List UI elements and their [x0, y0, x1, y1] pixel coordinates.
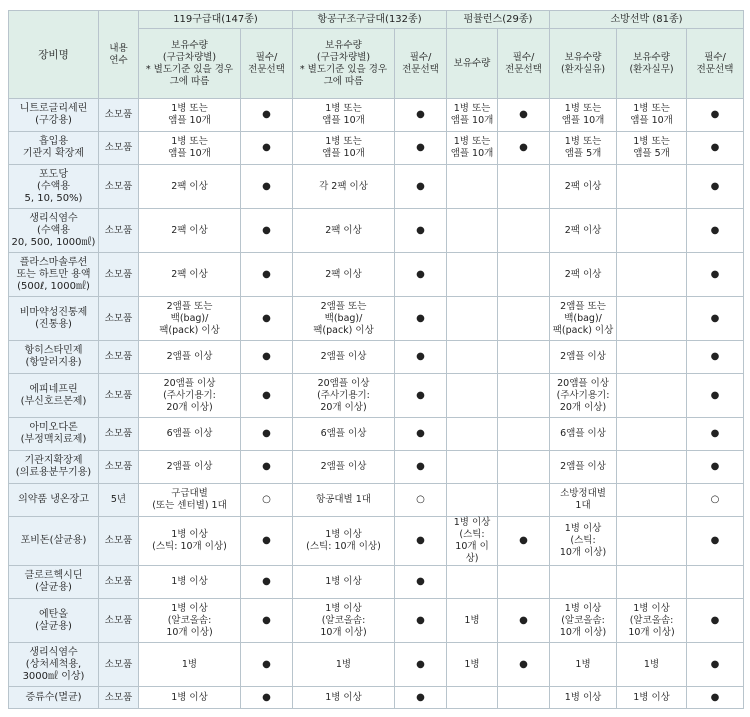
table-row [9, 566, 744, 599]
quantity-cell [617, 517, 687, 566]
quantity-cell: 2앰플 이상 [139, 451, 241, 484]
service-life: 소모품 [99, 132, 139, 165]
service-life: 소모품 [99, 418, 139, 451]
service-life: 소모품 [99, 374, 139, 418]
requirement-mark: ● [241, 165, 293, 209]
requirement-mark: ● [498, 599, 550, 643]
requirement-mark [498, 484, 550, 517]
requirement-mark: ● [241, 132, 293, 165]
requirement-mark: ● [241, 418, 293, 451]
quantity-cell [617, 484, 687, 517]
quantity-cell: 1병 [447, 599, 498, 643]
group-header-fireboat: 소방선박 (81종) [550, 11, 744, 29]
item-name: 플라스마솔루션 또는 하트만 용액 (500ℓ, 1000㎖) [9, 253, 99, 297]
requirement-mark: ● [241, 209, 293, 253]
quantity-cell: 2팩 이상 [293, 253, 395, 297]
quantity-cell [617, 209, 687, 253]
quantity-cell [617, 341, 687, 374]
group-header-pumbulance: 펌뷸런스(29종) [447, 11, 550, 29]
requirement-mark: ● [395, 297, 447, 341]
table-row [9, 132, 744, 165]
requirement-mark: ● [395, 566, 447, 599]
header-service-life: 내용 연수 [99, 11, 139, 99]
quantity-cell [447, 374, 498, 418]
quantity-cell: 2앰플 또는 백(bag)/ 팩(pack) 이상 [293, 297, 395, 341]
requirement-mark: ● [241, 687, 293, 709]
service-life: 소모품 [99, 341, 139, 374]
requirement-mark: ● [395, 165, 447, 209]
requirement-mark: ● [241, 517, 293, 566]
subheader-quantity: 보유수량 (구급차량별) * 별도기준 있을 경우 그에 따름 [139, 29, 241, 99]
requirement-mark: ● [241, 341, 293, 374]
requirement-mark: ● [241, 374, 293, 418]
quantity-cell [447, 253, 498, 297]
subheader-quantity-room: 보유수량 (환자실유) [550, 29, 617, 99]
quantity-cell: 6앰플 이상 [293, 418, 395, 451]
quantity-cell [447, 566, 498, 599]
subheader-required: 필수/ 전문선택 [395, 29, 447, 99]
quantity-cell: 2앰플 이상 [293, 451, 395, 484]
requirement-mark: ● [241, 451, 293, 484]
quantity-cell [617, 566, 687, 599]
requirement-mark: ● [687, 374, 744, 418]
quantity-cell: 2앰플 이상 [550, 451, 617, 484]
quantity-cell: 1병 또는 앰플 5개 [550, 132, 617, 165]
quantity-cell: 1병 또는 앰플 10개 [139, 99, 241, 132]
quantity-cell: 1병 이상 (알코올솜: 10개 이상) [139, 599, 241, 643]
quantity-cell: 2앰플 이상 [293, 341, 395, 374]
requirement-mark: ● [395, 517, 447, 566]
quantity-cell: 1병 이상 (스틱: 10개 이상) [293, 517, 395, 566]
table-row [9, 599, 744, 643]
table-row [9, 517, 744, 566]
quantity-cell: 2팩 이상 [550, 165, 617, 209]
service-life: 소모품 [99, 99, 139, 132]
item-name: 생리식염수 (상처세척용, 3000㎖ 이상) [9, 643, 99, 687]
quantity-cell: 1병 [447, 643, 498, 687]
quantity-cell: 1병 [550, 643, 617, 687]
requirement-mark: ● [395, 687, 447, 709]
requirement-mark [498, 374, 550, 418]
service-life: 소모품 [99, 643, 139, 687]
item-name: 니트로글리세린 (구강용) [9, 99, 99, 132]
quantity-cell: 1병 [139, 643, 241, 687]
requirement-mark: ● [687, 687, 744, 709]
requirement-mark: ● [395, 451, 447, 484]
quantity-cell: 6앰플 이상 [550, 418, 617, 451]
item-name: 생리식염수 (수액용 20, 500, 1000㎖) [9, 209, 99, 253]
requirement-mark [687, 566, 744, 599]
quantity-cell: 1병 이상 (스틱: 10개 이상) [447, 517, 498, 566]
quantity-cell [447, 451, 498, 484]
table-row [9, 297, 744, 341]
requirement-mark: ● [241, 297, 293, 341]
requirement-mark: ● [687, 297, 744, 341]
quantity-cell: 1병 [617, 643, 687, 687]
requirement-mark: ● [395, 209, 447, 253]
quantity-cell [617, 253, 687, 297]
item-name: 아미오다론 (부정맥치료제) [9, 418, 99, 451]
quantity-cell [617, 297, 687, 341]
requirement-mark [498, 165, 550, 209]
quantity-cell: 2팩 이상 [139, 209, 241, 253]
quantity-cell: 1병 이상 (알코올솜: 10개 이상) [293, 599, 395, 643]
requirement-mark [498, 451, 550, 484]
item-name: 포비돈(살균용) [9, 517, 99, 566]
requirement-mark: ● [241, 253, 293, 297]
item-name: 증류수(멸균) [9, 687, 99, 709]
quantity-cell [447, 297, 498, 341]
requirement-mark: ● [241, 643, 293, 687]
requirement-mark: ● [687, 132, 744, 165]
item-name: 클로르헥시딘 (살균용) [9, 566, 99, 599]
table-row [9, 341, 744, 374]
requirement-mark: ● [395, 253, 447, 297]
item-name: 의약품 냉온장고 [9, 484, 99, 517]
quantity-cell: 1병 이상 [139, 687, 241, 709]
table-row [9, 99, 744, 132]
requirement-mark: ● [687, 209, 744, 253]
quantity-cell: 20앰플 이상 (주사기용기: 20개 이상) [550, 374, 617, 418]
table-row [9, 374, 744, 418]
service-life: 5년 [99, 484, 139, 517]
header-item-name: 장비명 [9, 11, 99, 99]
quantity-cell [550, 566, 617, 599]
quantity-cell: 1병 이상 [617, 687, 687, 709]
requirement-mark: ● [687, 599, 744, 643]
requirement-mark: ● [687, 253, 744, 297]
table-row [9, 451, 744, 484]
requirement-mark: ● [498, 643, 550, 687]
quantity-cell: 2팩 이상 [550, 209, 617, 253]
quantity-cell: 2앰플 또는 백(bag)/ 팩(pack) 이상 [550, 297, 617, 341]
subheader-required: 필수/ 전문선택 [241, 29, 293, 99]
item-name: 에피네프린 (부신호르몬제) [9, 374, 99, 418]
table-row [9, 687, 744, 709]
quantity-cell: 2팩 이상 [550, 253, 617, 297]
quantity-cell: 2팩 이상 [293, 209, 395, 253]
quantity-cell: 항공대별 1대 [293, 484, 395, 517]
table-row [9, 253, 744, 297]
item-name: 에탄올 (살균용) [9, 599, 99, 643]
requirement-mark: ● [241, 599, 293, 643]
item-name: 흡입용 기관지 확장제 [9, 132, 99, 165]
quantity-cell: 각 2팩 이상 [293, 165, 395, 209]
quantity-cell: 6앰플 이상 [139, 418, 241, 451]
quantity-cell: 1병 또는 앰플 10개 [447, 132, 498, 165]
quantity-cell: 1병 이상 [293, 566, 395, 599]
quantity-cell: 1병 이상 (알코올솜: 10개 이상) [550, 599, 617, 643]
requirement-mark: ● [395, 99, 447, 132]
requirement-mark: ● [687, 165, 744, 209]
item-name: 포도당 (수액용 5, 10, 50%) [9, 165, 99, 209]
requirement-mark: ● [395, 599, 447, 643]
group-header-119: 119구급대(147종) [139, 11, 293, 29]
quantity-cell [617, 418, 687, 451]
requirement-mark: ● [395, 418, 447, 451]
requirement-mark: ● [687, 451, 744, 484]
service-life: 소모품 [99, 451, 139, 484]
requirement-mark: ● [395, 341, 447, 374]
service-life: 소모품 [99, 297, 139, 341]
quantity-cell: 2앰플 이상 [550, 341, 617, 374]
quantity-cell [447, 484, 498, 517]
quantity-cell: 1병 또는 앰플 10개 [293, 132, 395, 165]
requirement-mark [498, 687, 550, 709]
quantity-cell: 1병 또는 앰플 10개 [617, 99, 687, 132]
quantity-cell: 1병 이상 [293, 687, 395, 709]
requirement-mark: ● [687, 99, 744, 132]
quantity-cell [447, 165, 498, 209]
requirement-mark [498, 209, 550, 253]
subheader-required: 필수/ 전문선택 [687, 29, 744, 99]
subheader-quantity-duty: 보유수량 (환자실무) [617, 29, 687, 99]
requirement-mark: ● [687, 643, 744, 687]
item-name: 항히스타민제 (항알러지용) [9, 341, 99, 374]
requirement-mark [498, 418, 550, 451]
quantity-cell: 1병 이상 [550, 687, 617, 709]
quantity-cell [447, 418, 498, 451]
table-row [9, 209, 744, 253]
table-row [9, 484, 744, 517]
requirement-mark: ● [687, 418, 744, 451]
requirement-mark [498, 297, 550, 341]
quantity-cell: 2팩 이상 [139, 253, 241, 297]
quantity-cell: 2앰플 이상 [139, 341, 241, 374]
requirement-mark: ● [395, 374, 447, 418]
quantity-cell: 1병 또는 앰플 10개 [293, 99, 395, 132]
quantity-cell: 20앰플 이상 (주사기용기: 20개 이상) [139, 374, 241, 418]
requirement-mark: ● [241, 99, 293, 132]
subheader-quantity: 보유수량 (구급차량별) * 별도기준 있을 경우 그에 따름 [293, 29, 395, 99]
table-row [9, 165, 744, 209]
quantity-cell: 1병 [293, 643, 395, 687]
subheader-required: 필수/ 전문선택 [498, 29, 550, 99]
requirement-mark: ● [395, 643, 447, 687]
requirement-mark: ○ [395, 484, 447, 517]
quantity-cell: 소방정대별 1대 [550, 484, 617, 517]
item-name: 비마약성진통제 (진통용) [9, 297, 99, 341]
quantity-cell [447, 687, 498, 709]
requirement-mark [498, 341, 550, 374]
quantity-cell: 1병 또는 앰플 10개 [447, 99, 498, 132]
subheader-quantity: 보유수량 [447, 29, 498, 99]
quantity-cell: 1병 또는 앰플 10개 [550, 99, 617, 132]
quantity-cell: 1병 또는 앰플 5개 [617, 132, 687, 165]
requirement-mark: ● [498, 517, 550, 566]
item-name: 기관지확장제 (의료용분무기용) [9, 451, 99, 484]
quantity-cell: 2팩 이상 [139, 165, 241, 209]
equipment-table [8, 10, 744, 709]
requirement-mark: ● [498, 132, 550, 165]
quantity-cell [617, 165, 687, 209]
table-row [9, 418, 744, 451]
service-life: 소모품 [99, 165, 139, 209]
service-life: 소모품 [99, 599, 139, 643]
service-life: 소모품 [99, 209, 139, 253]
quantity-cell: 1병 이상 (스틱: 10개 이상) [550, 517, 617, 566]
quantity-cell [447, 341, 498, 374]
service-life: 소모품 [99, 253, 139, 297]
requirement-mark [498, 253, 550, 297]
quantity-cell: 20앰플 이상 (주사기용기: 20개 이상) [293, 374, 395, 418]
quantity-cell [617, 374, 687, 418]
quantity-cell: 1병 이상 (알코올솜: 10개 이상) [617, 599, 687, 643]
requirement-mark: ● [241, 566, 293, 599]
quantity-cell: 구급대별 (또는 센터별) 1대 [139, 484, 241, 517]
group-header-air-rescue: 항공구조구급대(132종) [293, 11, 447, 29]
service-life: 소모품 [99, 517, 139, 566]
requirement-mark: ● [687, 517, 744, 566]
quantity-cell [617, 451, 687, 484]
service-life: 소모품 [99, 566, 139, 599]
quantity-cell: 1병 이상 (스틱: 10개 이상) [139, 517, 241, 566]
requirement-mark: ○ [687, 484, 744, 517]
requirement-mark: ● [395, 132, 447, 165]
quantity-cell: 1병 또는 앰플 10개 [139, 132, 241, 165]
requirement-mark: ○ [241, 484, 293, 517]
table-row [9, 643, 744, 687]
requirement-mark: ● [498, 99, 550, 132]
quantity-cell [447, 209, 498, 253]
quantity-cell: 1병 이상 [139, 566, 241, 599]
requirement-mark: ● [687, 341, 744, 374]
requirement-mark [498, 566, 550, 599]
quantity-cell: 2앰플 또는 백(bag)/ 팩(pack) 이상 [139, 297, 241, 341]
service-life: 소모품 [99, 687, 139, 709]
